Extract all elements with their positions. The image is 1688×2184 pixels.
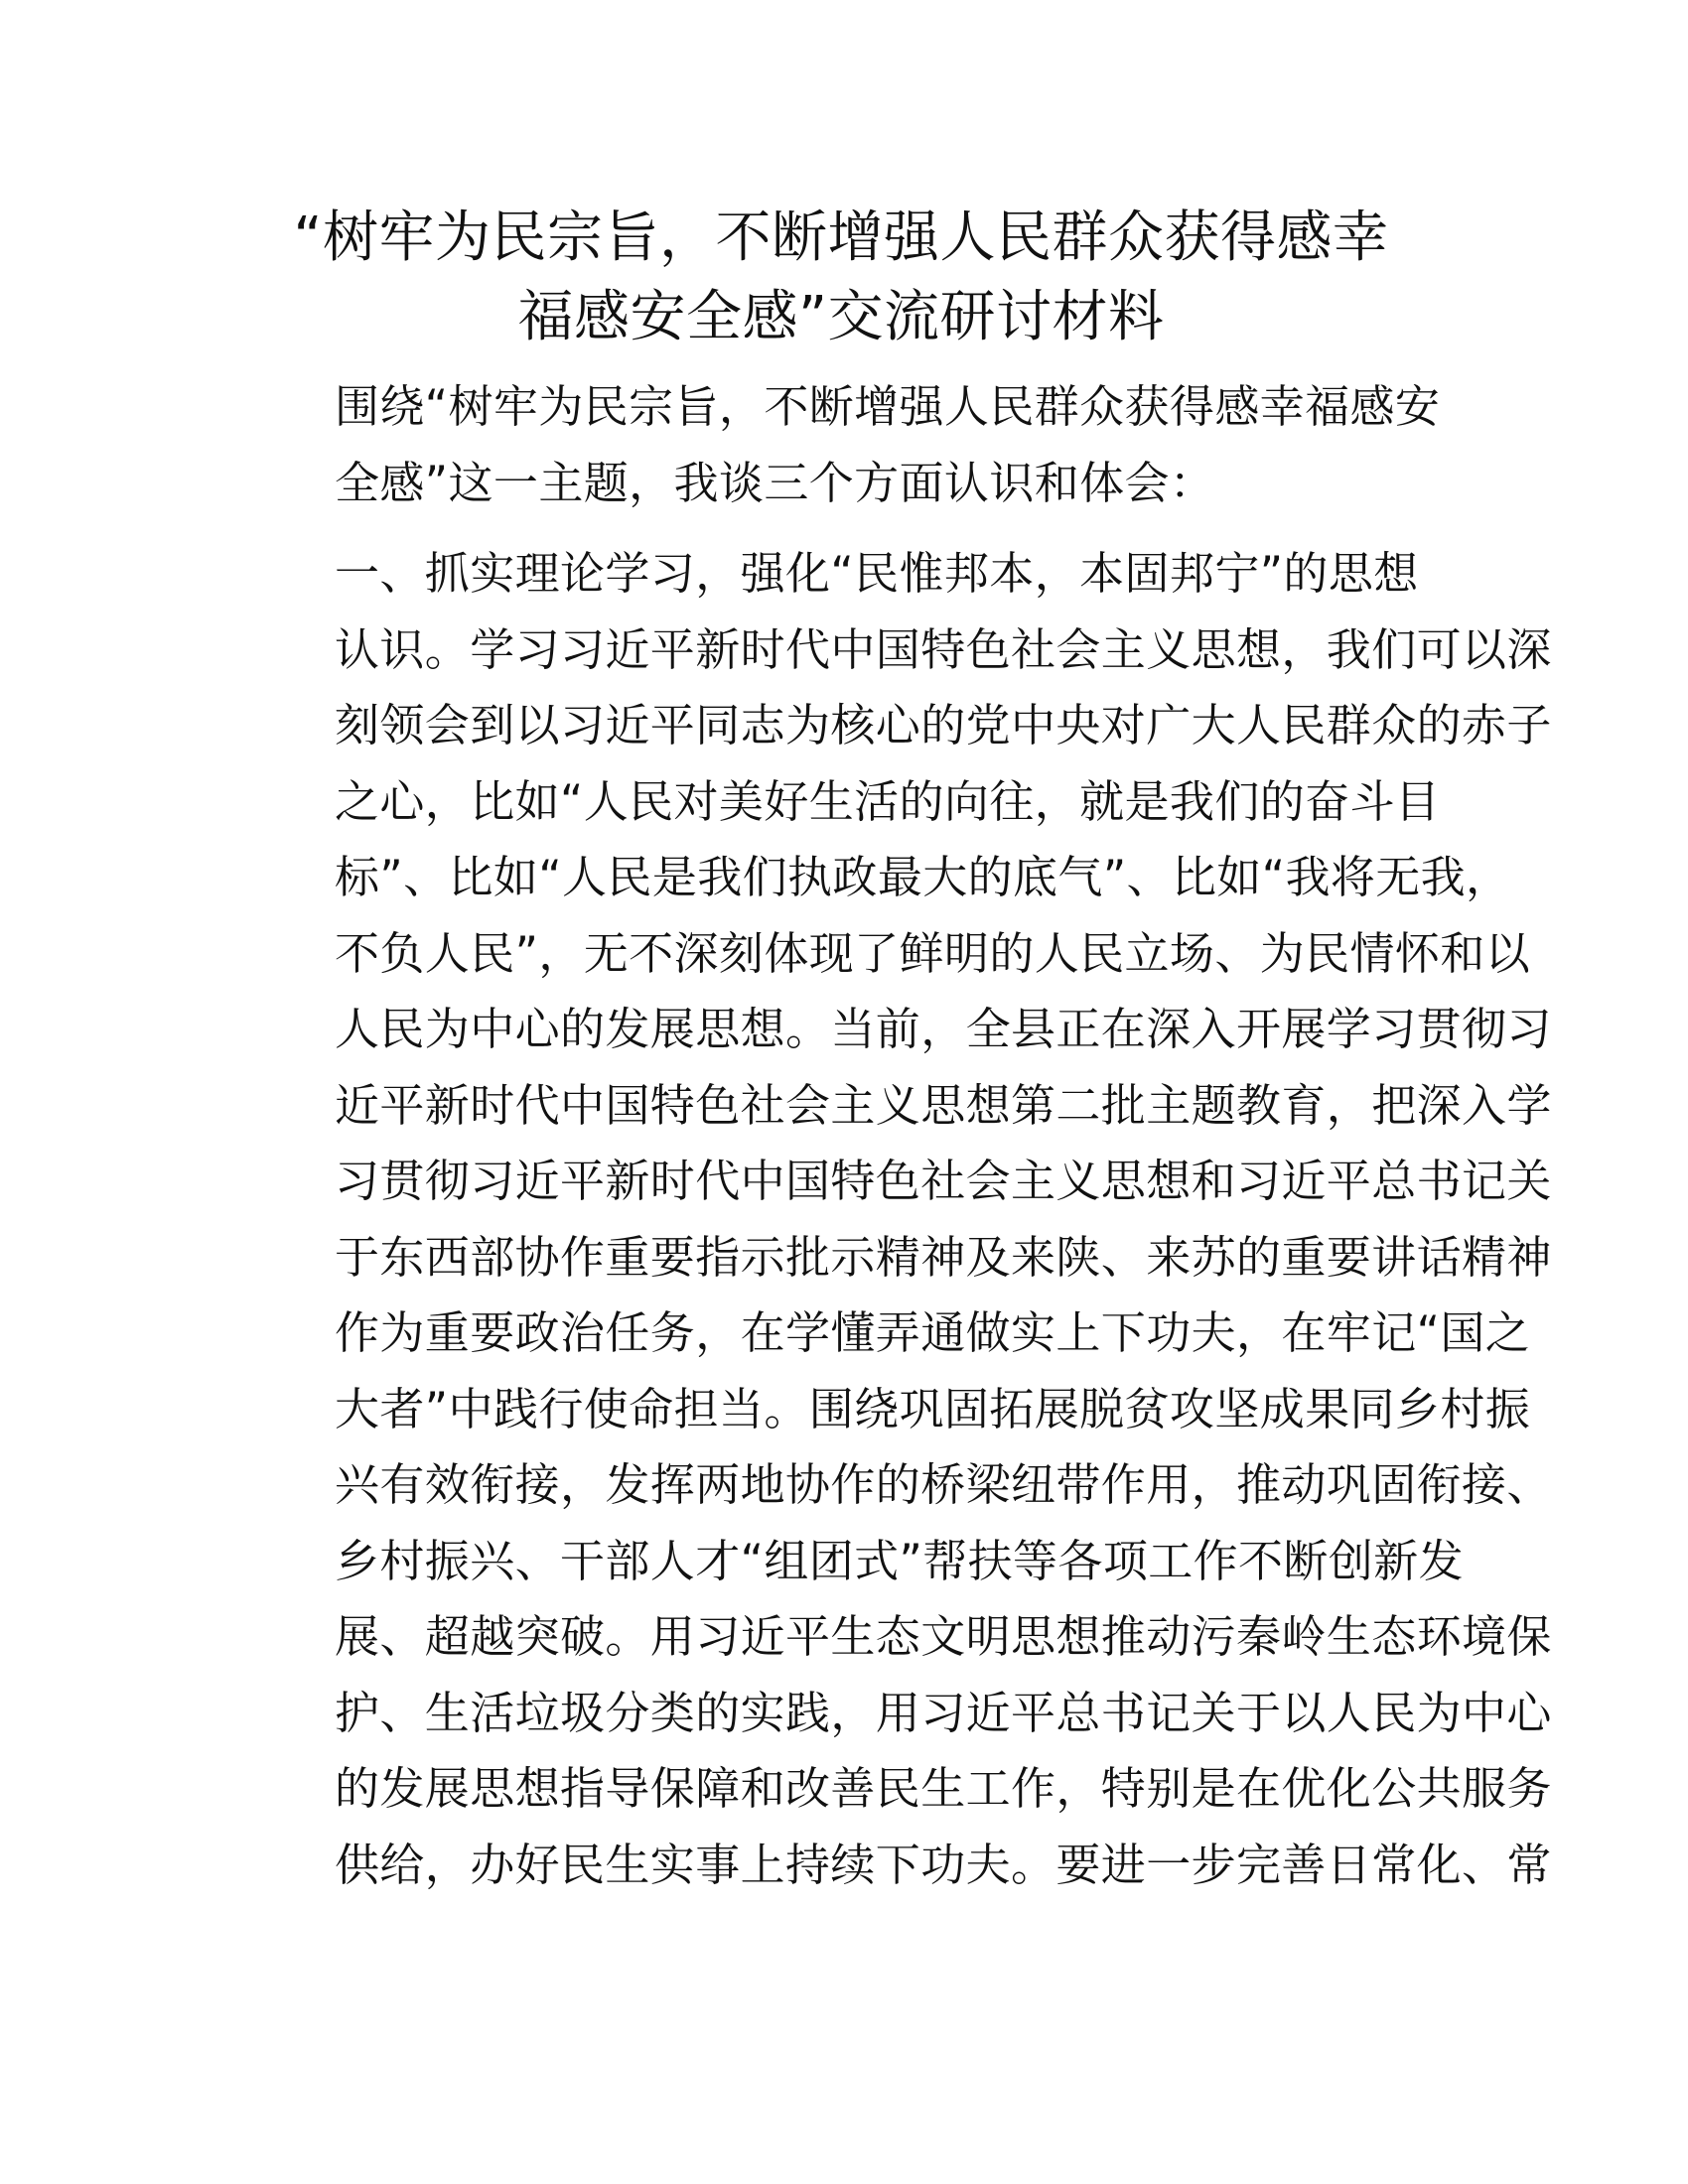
paragraph-line: 之心，比如“人民对美好生活的向往，就是我们的奋斗目 <box>335 774 1441 828</box>
paragraph-line: 展、超越突破。用习近平生态文明思想推动污秦岭生态环境保 <box>335 1610 1552 1663</box>
paragraph-line: 人民为中心的发展思想。当前，全县正在深入开展学习贯彻习 <box>335 1003 1552 1055</box>
paragraph-line: 于东西部协作重要指示批示精神及来陕、来苏的重要讲话精神 <box>335 1230 1552 1284</box>
title-line: “树牢为民宗旨，不断增强人民群众获得感幸 <box>293 205 1389 270</box>
paragraph-line: 不负人民”，无不深刻体现了鲜明的人民立场、为民情怀和以 <box>335 926 1531 980</box>
document-body <box>245 199 1552 1903</box>
paragraph-line: 供给，办好民生实事上持续下功夫。要进一步完善日常化、常 <box>335 1838 1552 1891</box>
paragraph-line: 的发展思想指导保障和改善民生工作，特别是在优化公共服务 <box>335 1762 1552 1815</box>
paragraph-line: 全感”这一主题，我谈三个方面认识和体会： <box>335 456 1215 509</box>
intro-paragraph <box>245 369 1441 521</box>
paragraph-line: 乡村振兴、干部人才“组团式”帮扶等各项工作不断创新发 <box>335 1534 1465 1587</box>
paragraph-line: 大者”中践行使命担当。围绕巩固拓展脱贫攻坚成果同乡村振 <box>335 1382 1531 1435</box>
paragraph-line: 护、生活垃圾分类的实践，用习近平总书记关于以人民为中心 <box>335 1686 1552 1739</box>
paragraph-line: 认识。学习习近平新时代中国特色社会主义思想，我们可以深 <box>335 622 1552 676</box>
section-one-paragraph <box>245 536 1552 1903</box>
paragraph-line: 习贯彻习近平新时代中国特色社会主义思想和习近平总书记关 <box>335 1155 1552 1207</box>
title-line: 福感安全感”交流研讨材料 <box>517 285 1165 349</box>
paragraph-line: 围绕“树牢为民宗旨，不断增强人民群众获得感幸福感安 <box>335 380 1441 433</box>
paragraph-line: 近平新时代中国特色社会主义思想第二批主题教育，把深入学 <box>335 1078 1552 1132</box>
paragraph-line: 刻领会到以习近平同志为核心的党中央对广大人民群众的赤子 <box>335 699 1552 751</box>
paragraph-line: 一、抓实理论学习，强化“民惟邦本，本固邦宁”的思想 <box>335 547 1419 600</box>
paragraph-line: 作为重要政治任务，在学懂弄通做实上下功夫，在牢记“国之 <box>335 1306 1531 1359</box>
paragraph-line: 标”、比如“人民是我们执政最大的底气”、比如“我将无我， <box>335 851 1511 903</box>
document-title <box>245 199 1437 357</box>
paragraph-line: 兴有效衔接，发挥两地协作的桥梁纽带作用，推动巩固衔接、 <box>335 1458 1552 1511</box>
